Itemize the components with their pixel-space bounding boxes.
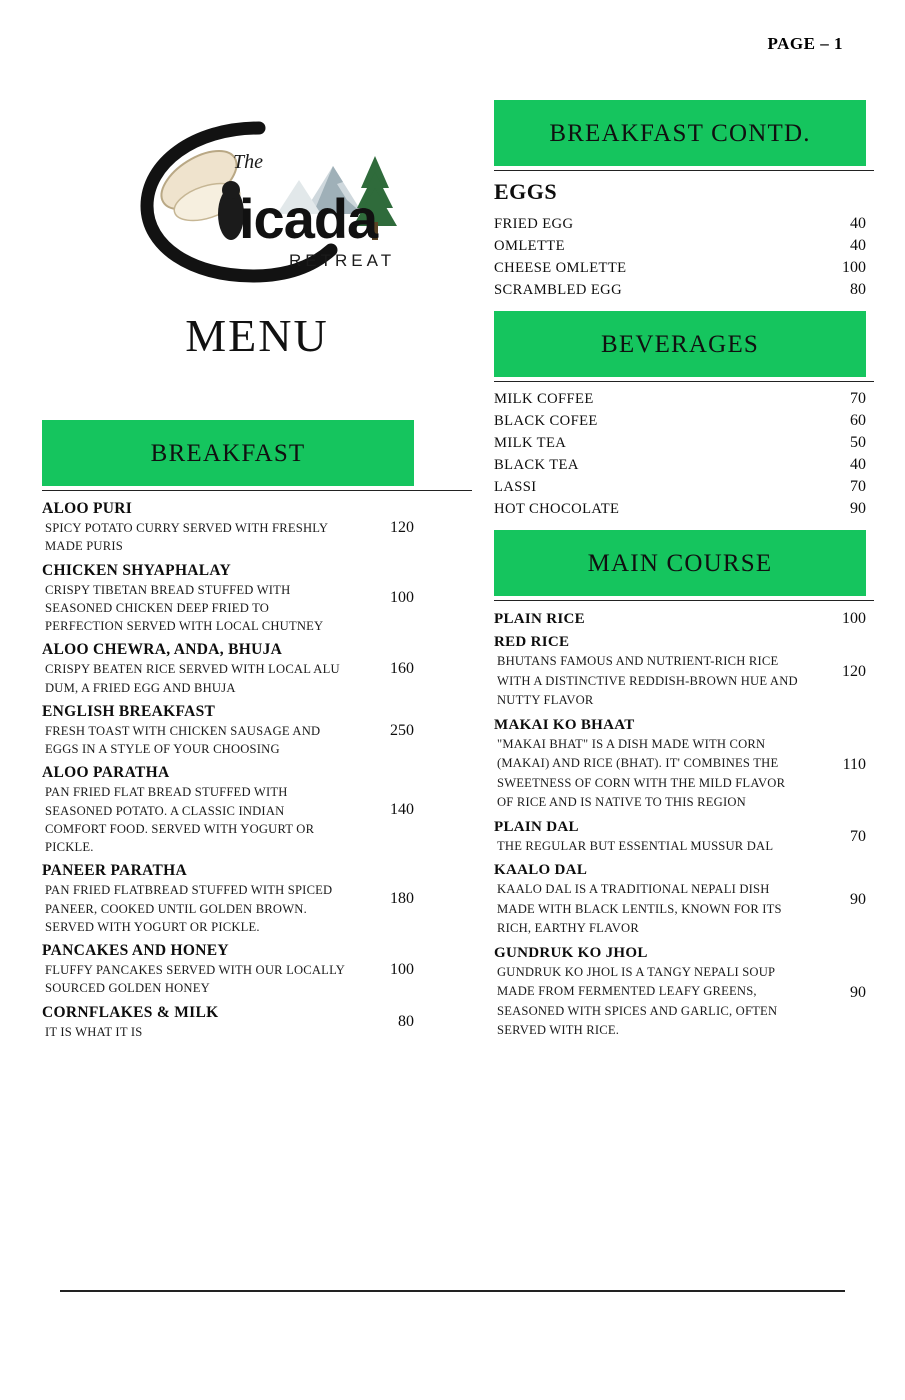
menu-item-desc: GUNDRUK KO JHOL IS A TANGY NEPALI SOUP MADE FROM FERMENTED LEAFY GREENS, SEASONED WITH SPICES AND GARLIC, OFTEN SERVED WITH RICE. [497, 964, 778, 1038]
menu-item-desc: "MAKAI BHAT" IS A DISH MADE WITH CORN (MAKAI) AND RICE (BHAT). IT' COMBINES THE SWEETNESS OF CORN WITH THE MILD FLAVOR OF RICE AND IS NATIVE TO THIS REGION [497, 736, 786, 810]
menu-item-price: 90 [850, 500, 866, 517]
menu-item-name: HOT CHOCOLATE [494, 500, 620, 517]
menu-item-price: 100 [842, 259, 866, 276]
menu-columns [0, 100, 905, 1044]
menu-item-text [494, 391, 814, 408]
menu-item-price: 80 [398, 1013, 414, 1031]
menu-item-name: ALOO PURI [42, 500, 133, 517]
menu-item-price: 70 [850, 828, 866, 846]
menu-item-name: LASSI [494, 478, 537, 495]
menu-item-desc: BHUTANS FAMOUS AND NUTRIENT-RICH RICE WITH A DISTINCTIVE REDDISH-BROWN HUE AND NUTTY FLAVOR [497, 654, 798, 708]
section-banner-breakfast-contd: BREAKFAST CONTD. [494, 100, 866, 166]
menu-item [42, 939, 414, 1001]
menu-item-name: BLACK COFEE [494, 412, 598, 429]
menu-item-name: KAALO DAL [494, 862, 588, 879]
footer-divider [60, 1290, 845, 1292]
menu-item-price: 50 [850, 434, 866, 451]
menu-item-price: 100 [390, 960, 414, 978]
breakfast-item-list [42, 497, 414, 1044]
menu-item [494, 257, 866, 279]
menu-item [42, 859, 414, 939]
menu-item-text [42, 562, 356, 636]
menu-item-text [494, 862, 814, 939]
menu-item-name: PLAIN DAL [494, 818, 579, 835]
menu-item-desc: KAALO DAL IS A TRADITIONAL NEPALI DISH MADE WITH BLACK LENTILS, KNOWN FOR ITS RICH, EARTHY FLAVOR [497, 882, 782, 936]
menu-item-price: 160 [390, 660, 414, 677]
menu-item-text [494, 413, 814, 430]
menu-item-text [42, 862, 356, 936]
menu-item-price: 40 [850, 456, 866, 473]
menu-item-text [494, 435, 814, 452]
divider-breakfast [42, 490, 472, 491]
menu-item-name: MILK COFFEE [494, 390, 594, 407]
menu-item-text [42, 500, 356, 556]
menu-item-name: MILK TEA [494, 434, 567, 451]
menu-item-name: FRIED EGG [494, 215, 574, 232]
menu-item-price: 120 [842, 663, 866, 681]
menu-item-desc: FLUFFY PANCAKES SERVED WITH OUR LOCALLY SOURCED GOLDEN HONEY [45, 963, 345, 996]
menu-item-price: 90 [850, 891, 866, 909]
menu-item-text [494, 945, 814, 1041]
menu-item-name: PANEER PARATHA [42, 862, 187, 880]
menu-item-name: ALOO PARATHA [42, 764, 170, 782]
menu-item-text [494, 457, 814, 474]
cicada-logo-icon [107, 110, 407, 290]
section-banner-beverages: BEVERAGES [494, 311, 866, 377]
beverages-item-list [494, 388, 866, 520]
menu-item-text [494, 501, 814, 518]
menu-item-text [42, 641, 356, 697]
svg-text:The: The [233, 151, 263, 173]
menu-item-desc: CRISPY TIBETAN BREAD STUFFED WITH SEASONED CHICKEN DEEP FRIED TO PERFECTION SERVED WITH LOCAL CHUTNEY [45, 582, 324, 633]
menu-item-name: PLAIN RICE [494, 610, 585, 627]
menu-item-text [494, 819, 814, 857]
menu-item-text [494, 479, 814, 496]
menu-item-text [494, 611, 814, 628]
menu-item-price: 70 [850, 390, 866, 407]
menu-item-price: 70 [850, 478, 866, 495]
menu-item [494, 454, 866, 476]
menu-item-price: 100 [390, 589, 414, 607]
menu-item [42, 497, 414, 559]
menu-item [494, 476, 866, 498]
section-banner-main-course: MAIN COURSE [494, 530, 866, 596]
menu-item-name: BLACK TEA [494, 456, 579, 473]
section-banner-breakfast: BREAKFAST [42, 420, 414, 486]
menu-item-name: CORNFLAKES & MILK [42, 1003, 219, 1021]
menu-item [42, 638, 414, 700]
menu-item-text [494, 238, 814, 255]
menu-item-name: MAKAI KO BHAAT [494, 716, 635, 733]
menu-item-text [42, 764, 356, 856]
svg-text:icada: icada [239, 187, 378, 250]
menu-item-price: 110 [842, 755, 866, 773]
menu-item-name: RED RICE [494, 634, 570, 650]
menu-item-price: 120 [390, 518, 414, 536]
menu-item-name: CHEESE OMLETTE [494, 259, 627, 276]
menu-item-desc: SPICY POTATO CURRY SERVED WITH FRESHLY MADE PURIS [45, 521, 328, 554]
menu-item [494, 498, 866, 520]
menu-item-text [494, 260, 814, 277]
menu-item [494, 213, 866, 235]
menu-item [42, 761, 414, 859]
group-title-eggs: EGGS [494, 179, 558, 204]
menu-item-price: 90 [850, 983, 866, 1001]
menu-item [494, 235, 866, 257]
right-column [494, 100, 874, 1044]
menu-item-text [494, 282, 814, 299]
menu-item-text [42, 942, 356, 998]
menu-heading: MENU [185, 310, 329, 361]
menu-item-name: ALOO CHEWRA, ANDA, BHUJA [42, 641, 283, 659]
menu-item-desc: THE REGULAR BUT ESSENTIAL MUSSUR DAL [497, 838, 774, 853]
menu-item [42, 559, 414, 639]
menu-item-price: 40 [850, 237, 866, 254]
menu-item-text [42, 1004, 356, 1041]
spacer [494, 520, 874, 530]
menu-item-name: OMLETTE [494, 237, 565, 254]
menu-item [494, 859, 866, 942]
menu-item-text [494, 216, 814, 233]
menu-item-price: 80 [850, 281, 866, 298]
menu-item [494, 816, 866, 860]
menu-item [494, 388, 866, 410]
menu-item-desc: CRISPY BEATEN RICE SERVED WITH LOCAL ALU DUM, A FRIED EGG AND BHUJA [45, 662, 340, 695]
menu-item-desc: IT IS WHAT IT IS [45, 1024, 143, 1039]
menu-item [42, 700, 414, 762]
menu-item-name: SCRAMBLED EGG [494, 281, 623, 298]
menu-item [494, 432, 866, 454]
menu-item-name: GUNDRUK KO JHOL [494, 944, 648, 961]
main-course-item-list [494, 607, 866, 1044]
divider-beverages [494, 381, 874, 382]
menu-item-name: PANCAKES AND HONEY [42, 942, 229, 959]
menu-item-text [494, 717, 814, 813]
svg-text:RETREAT: RETREAT [289, 251, 396, 270]
menu-item [494, 631, 866, 714]
menu-item-name: ENGLISH BREAKFAST [42, 702, 216, 720]
divider-main-course [494, 600, 874, 601]
menu-item-price: 60 [850, 412, 866, 429]
menu-item-desc: PAN FRIED FLAT BREAD STUFFED WITH SEASONED POTATO. A CLASSIC INDIAN COMFORT FOOD. SERVED WITH YOGURT OR PICKLE. [45, 785, 315, 854]
menu-item-price: 250 [390, 721, 414, 739]
menu-item-desc: PAN FRIED FLATBREAD STUFFED WITH SPICED PANEER, COOKED UNTIL GOLDEN BROWN. SERVED WITH YOGURT OR PICKLE. [45, 883, 333, 934]
menu-item-text [494, 634, 814, 711]
cicada-logo [107, 110, 407, 290]
menu-item [494, 714, 866, 816]
menu-item [494, 942, 866, 1044]
menu-item-price: 40 [850, 215, 866, 232]
menu-item-price: 100 [842, 610, 866, 627]
menu-item [494, 607, 866, 631]
menu-item-text [42, 703, 356, 759]
menu-item-price: 180 [390, 890, 414, 908]
menu-item-desc: FRESH TOAST WITH CHICKEN SAUSAGE AND EGGS IN A STYLE OF YOUR CHOOSING [45, 723, 321, 756]
logo-block [42, 110, 472, 305]
menu-item [494, 279, 866, 301]
menu-item-name: CHICKEN SHYAPHALAY [42, 561, 232, 579]
menu-item [42, 1001, 414, 1044]
eggs-item-list [494, 213, 866, 301]
spacer [494, 301, 874, 311]
page-number: PAGE – 1 [767, 34, 843, 53]
menu-item [494, 410, 866, 432]
left-column [42, 100, 472, 1044]
menu-item-price: 140 [390, 801, 414, 819]
